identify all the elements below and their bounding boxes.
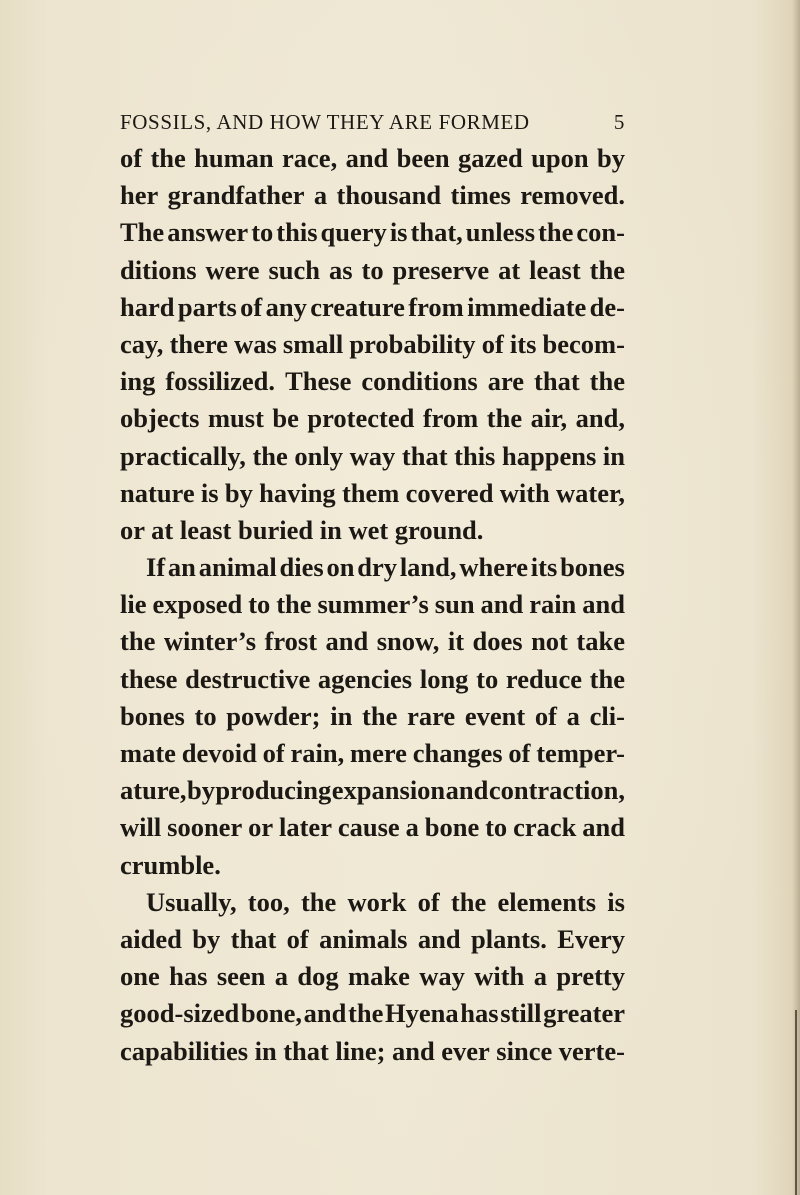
running-title: FOSSILS, AND HOW THEY ARE FORMED: [120, 110, 530, 134]
text-line: [120, 475, 625, 512]
word: later: [279, 812, 332, 843]
word: frost: [264, 626, 318, 657]
word: to: [485, 812, 508, 843]
word: been: [396, 143, 450, 173]
word: to: [476, 663, 499, 694]
word: to: [251, 217, 274, 248]
word: animal: [198, 552, 277, 583]
word: there: [169, 328, 228, 359]
word: event: [464, 700, 526, 731]
word: with: [499, 477, 550, 508]
word: dry: [357, 552, 398, 583]
text-line: [120, 177, 625, 214]
text-line: [120, 884, 625, 921]
word: take: [576, 626, 625, 657]
word: a: [313, 180, 328, 211]
word: is: [389, 217, 408, 248]
word: water,: [556, 477, 625, 508]
word: its: [509, 328, 537, 359]
word: where: [459, 552, 528, 583]
word: gazed: [458, 143, 523, 173]
body-text: [120, 140, 625, 1070]
word: is: [200, 477, 219, 508]
word: exposed: [152, 589, 243, 620]
word: the: [589, 663, 625, 694]
word: answer: [167, 217, 249, 248]
word: line;: [335, 1035, 386, 1066]
text-line: [120, 623, 625, 660]
word: con-: [576, 217, 625, 248]
word: to: [248, 589, 271, 620]
word: If: [146, 552, 166, 583]
word: ever: [441, 1035, 490, 1066]
word: dies: [279, 552, 324, 583]
word: dog: [297, 961, 339, 992]
word: and: [582, 812, 625, 843]
word: pretty: [556, 961, 625, 992]
word: and: [391, 1035, 435, 1066]
word: by: [192, 923, 221, 954]
word: and: [480, 589, 524, 620]
word: it: [447, 626, 465, 657]
word: query: [320, 217, 387, 248]
text-line: [120, 958, 625, 995]
word: and,: [575, 403, 625, 434]
word: such: [268, 254, 321, 285]
text-line: [120, 661, 625, 698]
text-line: [120, 995, 625, 1032]
word: destructive: [185, 663, 311, 694]
word: that,: [410, 217, 463, 248]
word: and: [303, 998, 347, 1029]
word: a: [533, 961, 547, 992]
word: sun: [434, 589, 475, 620]
word: lie: [120, 589, 147, 620]
word: is: [607, 886, 625, 917]
word: removed.: [520, 180, 625, 211]
word: of: [120, 143, 143, 173]
word: rain: [529, 589, 577, 620]
word: upon: [531, 143, 589, 173]
word: practically,: [120, 440, 246, 471]
word: agencies: [317, 663, 413, 694]
text-line: [120, 698, 625, 735]
word: the: [486, 403, 523, 434]
word: with: [474, 961, 525, 992]
word: thousand: [336, 180, 442, 211]
word: greater: [543, 998, 625, 1029]
word: These: [285, 366, 352, 397]
text-line: [120, 252, 625, 289]
word: expansion: [331, 775, 446, 806]
word: a: [566, 700, 580, 731]
text-line: [120, 735, 625, 772]
word: in: [254, 1035, 277, 1066]
word: will: [120, 812, 162, 843]
word: by: [186, 775, 215, 806]
word: bone,: [240, 998, 303, 1029]
word: producing: [215, 775, 332, 806]
word: human: [194, 143, 274, 173]
word: good-sized: [120, 998, 240, 1029]
word: rain,: [290, 738, 345, 768]
word: elements: [497, 886, 597, 917]
word: Hyena: [385, 998, 459, 1029]
word: at: [498, 254, 521, 285]
word: must: [207, 403, 264, 434]
word: the: [348, 998, 384, 1029]
word: snow,: [376, 626, 440, 657]
word: long: [419, 663, 469, 694]
word: the: [120, 626, 156, 657]
word: ing: [120, 366, 156, 397]
word: that: [401, 440, 448, 471]
word: nature: [120, 477, 195, 508]
word: in: [330, 700, 353, 731]
word: has: [169, 961, 208, 992]
word: and: [325, 626, 369, 657]
word: in: [602, 440, 625, 471]
text-line: [120, 847, 625, 884]
text-line: [120, 921, 625, 958]
word: her: [120, 180, 159, 211]
word: least: [529, 254, 581, 285]
word: ature,: [120, 775, 187, 806]
word: bones: [120, 700, 185, 731]
word: this: [454, 440, 496, 471]
word: Usually,: [146, 886, 237, 917]
word: objects: [120, 403, 200, 434]
word: only: [294, 440, 344, 471]
word: reduce: [505, 663, 582, 694]
word: contraction,: [488, 775, 625, 806]
running-head: [120, 110, 625, 140]
word: too,: [247, 886, 290, 917]
word: land,: [399, 552, 457, 583]
word: summer’s: [317, 589, 429, 620]
word: the: [150, 143, 186, 173]
word: de-: [589, 291, 625, 322]
word: that: [283, 1035, 329, 1066]
word: by: [224, 477, 253, 508]
word: were: [205, 254, 260, 285]
word: and: [445, 775, 489, 806]
text-line: [120, 1033, 625, 1070]
word: having: [259, 477, 336, 508]
word: this: [276, 217, 318, 248]
word: fossilized.: [165, 366, 276, 397]
word: one: [120, 961, 160, 992]
text-line: [120, 289, 625, 326]
text-line: [120, 586, 625, 623]
word: air,: [530, 403, 568, 434]
word: cli-: [589, 700, 625, 731]
word: these: [120, 663, 178, 694]
word: capabilities: [120, 1035, 249, 1066]
word: animals: [319, 923, 408, 954]
word: and: [345, 143, 389, 173]
word: changes: [412, 738, 503, 768]
word: make: [348, 961, 410, 992]
word: ditions: [120, 254, 197, 285]
word: of: [240, 291, 263, 322]
word: of: [534, 700, 557, 731]
word: of: [286, 923, 309, 954]
word: mere: [350, 738, 407, 768]
word: creature: [310, 291, 405, 322]
word: the: [450, 886, 487, 917]
word: that: [230, 923, 277, 954]
text-line: [120, 772, 625, 809]
text-line: [120, 809, 625, 846]
word: to: [361, 254, 384, 285]
word: cay,: [120, 328, 164, 359]
word: are: [487, 366, 524, 397]
word: since: [496, 1035, 553, 1066]
word: sooner: [167, 812, 243, 843]
word: seen: [216, 961, 266, 992]
word: from: [408, 291, 464, 322]
text-line: [120, 549, 625, 586]
word: on: [326, 552, 355, 583]
word: from: [422, 403, 479, 434]
word: or at least buried in wet ground.: [120, 514, 484, 545]
word: the: [252, 440, 288, 471]
text-line: [120, 140, 625, 177]
word: or: [248, 812, 274, 843]
word: happens: [501, 440, 597, 471]
word: the: [276, 589, 312, 620]
word: powder;: [226, 700, 321, 731]
text-line: [120, 363, 625, 400]
word: rare: [407, 700, 456, 731]
word: of: [481, 328, 504, 359]
word: the: [538, 217, 574, 248]
word: and: [582, 589, 625, 620]
page-edge-line: [795, 1010, 797, 1195]
word: temper-: [536, 738, 625, 768]
word: protected: [307, 403, 415, 434]
word: them: [341, 477, 400, 508]
word: as: [328, 254, 353, 285]
word: any: [265, 291, 307, 322]
word: of: [417, 886, 440, 917]
word: the: [362, 700, 398, 731]
word: The: [120, 217, 165, 248]
word: race,: [282, 143, 338, 173]
word: and: [417, 923, 461, 954]
word: that: [534, 366, 580, 397]
word: verte-: [558, 1035, 625, 1066]
word: by: [596, 143, 625, 173]
word: still: [500, 998, 542, 1029]
text-line: [120, 512, 625, 549]
word: unless: [465, 217, 536, 248]
word: a: [405, 812, 419, 843]
word: a: [274, 961, 289, 992]
word: bone: [424, 812, 480, 843]
word: aided: [120, 923, 182, 954]
word: the: [589, 366, 625, 397]
word: be: [272, 403, 299, 434]
word: does: [472, 626, 523, 657]
text-line: [120, 326, 625, 363]
word: times: [450, 180, 511, 211]
word: grandfather: [167, 180, 305, 211]
word: hard: [120, 291, 175, 322]
word: the: [589, 254, 625, 285]
text-line: [120, 438, 625, 475]
word: the: [300, 886, 337, 917]
word: Every: [557, 923, 625, 954]
text-line: [120, 214, 625, 251]
word: way: [419, 961, 465, 992]
word: becom-: [542, 328, 625, 359]
word: work: [347, 886, 407, 917]
word: parts: [177, 291, 237, 322]
word: crack: [513, 812, 577, 843]
word: has: [460, 998, 499, 1029]
word: preserve: [392, 254, 490, 285]
word: was: [234, 328, 277, 359]
word: to: [194, 700, 217, 731]
word: mate: [120, 738, 176, 768]
word: of: [262, 738, 285, 768]
word: bones: [560, 552, 625, 583]
word: immediate: [467, 291, 587, 322]
word: covered: [405, 477, 494, 508]
word: way: [349, 440, 396, 471]
word: an: [167, 552, 196, 583]
word: not: [531, 626, 568, 657]
text-line: [120, 400, 625, 437]
word: small: [282, 328, 344, 359]
word: its: [530, 552, 558, 583]
word: conditions: [361, 366, 478, 397]
word: winter’s: [163, 626, 257, 657]
word: of: [508, 738, 531, 768]
word: cause: [337, 812, 400, 843]
word: crumble.: [120, 849, 221, 880]
page-number: 5: [613, 110, 625, 134]
word: devoid: [181, 738, 257, 768]
word: plants.: [471, 923, 547, 954]
word: probability: [349, 328, 476, 359]
